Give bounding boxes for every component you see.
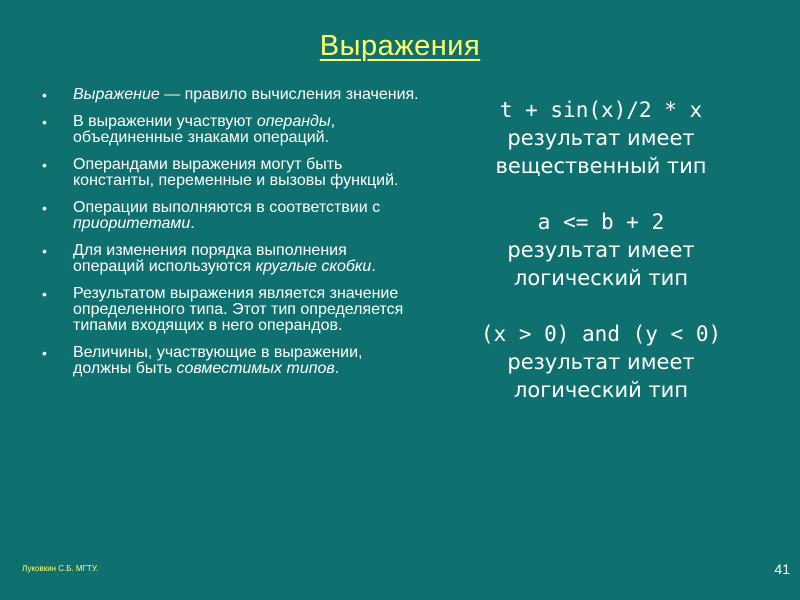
bullet-icon: • [42, 243, 47, 259]
bullet-icon: • [42, 345, 47, 361]
footer-author: Луковкин С.Б. МГТУ. [22, 564, 99, 573]
spacer [445, 180, 757, 208]
bullet-text: В выражении участвуют операнды, объединенные знаками операций. [73, 113, 336, 146]
example-block [445, 96, 757, 180]
bullet-item [36, 286, 421, 334]
bullet-text: Операции выполняются в соответствии с приоритетами. [73, 199, 381, 232]
slide-title: Выражения [319, 30, 481, 62]
example-block [445, 208, 757, 292]
example-result-line: результат имеет [507, 126, 695, 150]
bullet-icon: • [42, 157, 47, 173]
example-expression: a <= b + 2 [537, 210, 665, 234]
example-result-type: логический тип [513, 266, 689, 290]
bullet-icon: • [42, 286, 47, 302]
bullet-text: Величины, участвующие в выражении, должны быть совместимых типов. [73, 344, 363, 377]
bullet-text: Операндами выражения могут быть константы, переменные и вызовы функций. [73, 156, 399, 189]
example-result-line: результат имеет [507, 238, 695, 262]
bullet-item [36, 157, 421, 189]
examples-panel [445, 96, 757, 404]
page-number: 41 [774, 561, 790, 577]
example-result-type: логический тип [513, 378, 689, 402]
bullet-text: Результатом выражения является значение определенного типа. Этот тип определяется типами входящих в него операндов. [73, 285, 404, 334]
bullet-icon: • [42, 200, 47, 216]
bullet-item [36, 243, 421, 275]
example-result-type: вещественный тип [495, 154, 707, 178]
bullet-icon: • [42, 114, 47, 130]
example-result-line: результат имеет [507, 350, 695, 374]
bullet-item [36, 87, 421, 103]
bullet-icon: • [42, 87, 47, 103]
example-expression: t + sin(x)/2 * x [499, 98, 703, 122]
spacer [445, 292, 757, 320]
example-block [445, 320, 757, 404]
bullet-item [36, 200, 421, 232]
bullet-text: Для изменения порядка выполнения операций используются круглые скобки. [73, 242, 376, 275]
bullet-item [36, 345, 421, 377]
bullet-text: Выражение — правило вычисления значения. [73, 86, 419, 103]
bullet-item [36, 114, 421, 146]
example-expression: (x > 0) and (y < 0) [480, 322, 722, 346]
bullet-list [36, 87, 421, 388]
